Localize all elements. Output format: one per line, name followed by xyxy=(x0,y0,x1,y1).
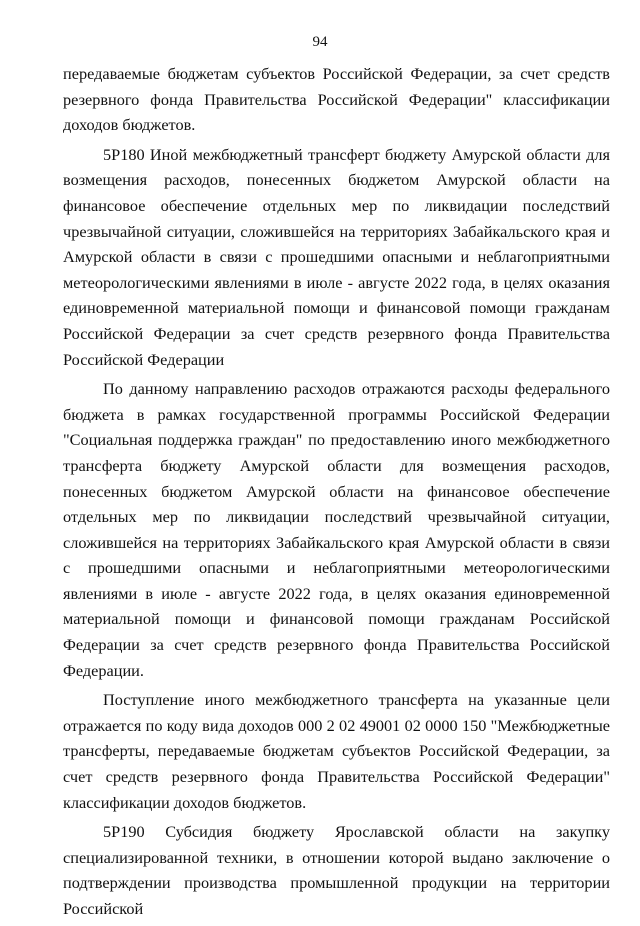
paragraph-5p190-heading: 5Р190 Субсидия бюджету Ярославской области на закупку специализированной техники, в отношении которой выдано заключение о подтверждении производства промышленной продукции на территории Российской xyxy=(63,822,610,918)
paragraph-5p180-description: По данному направлению расходов отражаются расходы федерального бюджета в рамках государственной программы Российской Федерации "Социальная поддержка граждан" по предоставлению иного межбюджетного трансферта бюджету Амурской области для возмещения расходов, понесенных бюджетом Амурской области на финансовое обеспечение отдельных мер по ликвидации последствий чрезвычайной ситуации, сложившейся на территориях Забайкальского края Амурской области в связи с прошедшими опасными и неблагоприятными метеорологическими явлениями в июле - августе 2022 года, в целях оказания единовременной материальной помощи и финансовой помощи гражданам Российской Федерации за счет средств резервного фонда Правительства Российской Федерации. xyxy=(63,379,610,680)
paragraph-5p180-revenue-code: Поступление иного межбюджетного трансферта на указанные цели отражается по коду вида доходов 000 2 02 49001 02 0000 150 "Межбюджетные трансферты, передаваемые бюджетам субъектов Российской Федерации, за счет средств резервного фонда Правительства Российской Федерации" классификации доходов бюджетов. xyxy=(63,690,610,812)
page-number: 94 xyxy=(312,34,328,50)
document-body xyxy=(63,61,610,926)
paragraph-5p180-heading: 5Р180 Иной межбюджетный трансферт бюджету Амурской области для возмещения расходов, понесенных бюджетом Амурской области на финансовое обеспечение отдельных мер по ликвидации последствий чрезвычайной ситуации, сложившейся на территориях Забайкальского края и Амурской области в связи с прошедшими опасными и неблагоприятными метеорологическими явлениями в июле - августе 2022 года, в целях оказания единовременной материальной помощи и финансовой помощи гражданам Российской Федерации за счет средств резервного фонда Правительства Российской Федерации xyxy=(63,144,610,369)
paragraph-continued: передаваемые бюджетам субъектов Российской Федерации, за счет средств резервного фонда Правительства Российской Федерации" классификации доходов бюджетов. xyxy=(63,64,610,135)
